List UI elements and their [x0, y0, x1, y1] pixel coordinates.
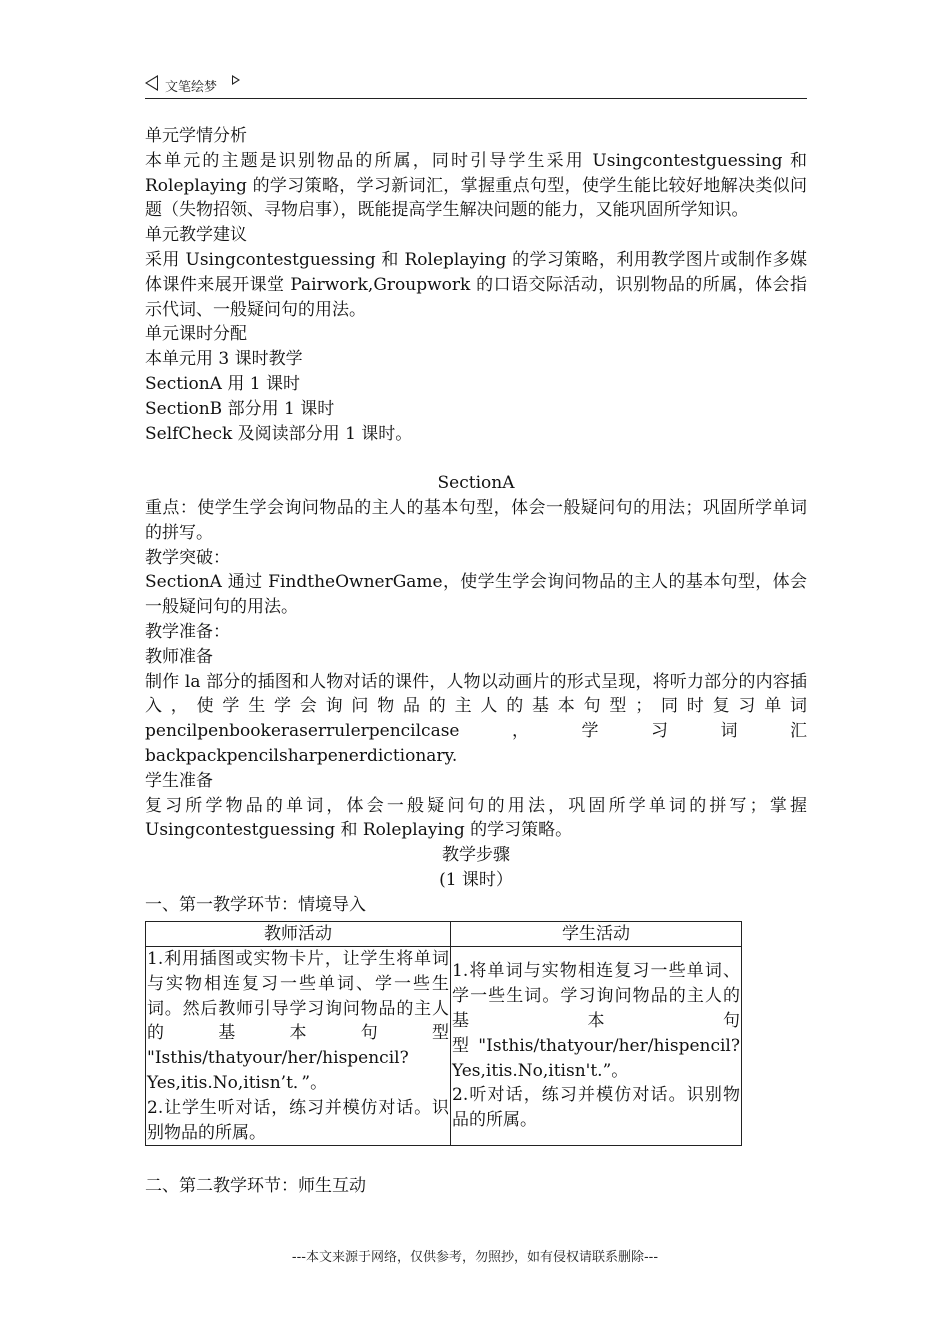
preparation-title: 教学准备：	[145, 621, 230, 642]
activity-table	[145, 921, 742, 1146]
student-prep-title: 学生准备	[145, 770, 213, 791]
table-row	[146, 947, 742, 1146]
table-header-teacher: 教师活动	[146, 922, 451, 947]
stage1-title: 一、第一教学环节：情境导入	[145, 894, 366, 915]
allocation-line: SectionB 部分用 1 课时	[145, 398, 335, 419]
table-header-student: 学生活动	[451, 922, 742, 947]
steps-title: 教学步骤	[442, 845, 510, 866]
header-brand: 文笔绘梦	[165, 80, 218, 95]
analysis-text: 本单元的主题是识别物品的所属，同时引导学生采用 Usingcontestguessing 和 Roleplaying 的学习策略，学习新词汇，掌握重点句型，使学生能比较好地解决类似问题（失物招领、寻物启事），既能提高学生解决问题的能力，又能巩固所学知识。	[145, 150, 807, 221]
teacher-activity-cell: 1.利用插图或实物卡片，让学生将单词与实物相连复习一些单词、学一些生词。然后教师引导学习询问物品的主人的基本句型 "Isthis/thatyour/her/hispencil? Yes,itis.No,itisn’t．”。 2.让学生听对话，练习并模仿对话。识别物品的所属。	[146, 947, 451, 1146]
document-body	[145, 124, 807, 918]
table-header-row	[146, 922, 742, 947]
breakthrough-text: SectionA 通过 FindtheOwnerGame，使学生学会询问物品的主人的基本句型，体会一般疑问句的用法。	[145, 572, 807, 618]
footer-note: ---本文来源于网络，仅供参考，勿照抄，如有侵权请联系删除---	[291, 1250, 659, 1265]
suggestion-text: 采用 Usingcontestguessing 和 Roleplaying 的学习策略，利用教学图片或制作多媒体课件来展开课堂 Pairwork,Groupwork 的口语交际活动，识别物品的所属，体会指示代词、一般疑问句的用法。	[145, 249, 807, 320]
steps-period: (1 课时）	[439, 869, 513, 890]
teacher-prep-title: 教师准备	[145, 646, 213, 667]
allocation-title: 单元课时分配	[145, 324, 247, 345]
section-a-title: SectionA	[437, 473, 515, 494]
stage2-title: 二、第二教学环节：师生互动	[145, 1176, 366, 1196]
teacher-prep-text: 制作 la 部分的插图和人物对话的课件，人物以动画片的形式呈现，将听力部分的内容插入，使学生学会询问物品的主人的基本句型；同时复习单词 pencilpenbookeraserrulerpencilcase，学习词汇 backpackpencilsharpenerdictionary.	[145, 671, 807, 766]
allocation-line: SectionA 用 1 课时	[145, 373, 300, 394]
triangle-left-icon	[145, 75, 158, 91]
triangle-right-icon	[232, 75, 240, 85]
blank-line	[145, 446, 807, 471]
page-header	[145, 72, 807, 99]
student-prep-text: 复习所学物品的单词，体会一般疑问句的用法，巩固所学单词的拼写；掌握 Usingcontestguessing 和 Roleplaying 的学习策略。	[145, 795, 807, 841]
student-activity-cell: 1.将单词与实物相连复习一些单词、学一些生词。学习询问物品的主人的基本句型"Isthis/thatyour/her/hispencil?Yes,itis.No,itisn't.”。 2.听对话，练习并模仿对话。识别物品的所属。	[451, 947, 742, 1146]
analysis-title: 单元学情分析	[145, 126, 247, 146]
breakthrough-title: 教学突破：	[145, 547, 230, 568]
allocation-line: 本单元用 3 课时教学	[145, 349, 303, 370]
key-points: 重点：使学生学会询问物品的主人的基本句型，体会一般疑问句的用法；巩固所学单词的拼写。	[145, 497, 807, 543]
allocation-line: SelfCheck 及阅读部分用 1 课时。	[145, 423, 413, 444]
suggestion-title: 单元教学建议	[145, 225, 247, 246]
